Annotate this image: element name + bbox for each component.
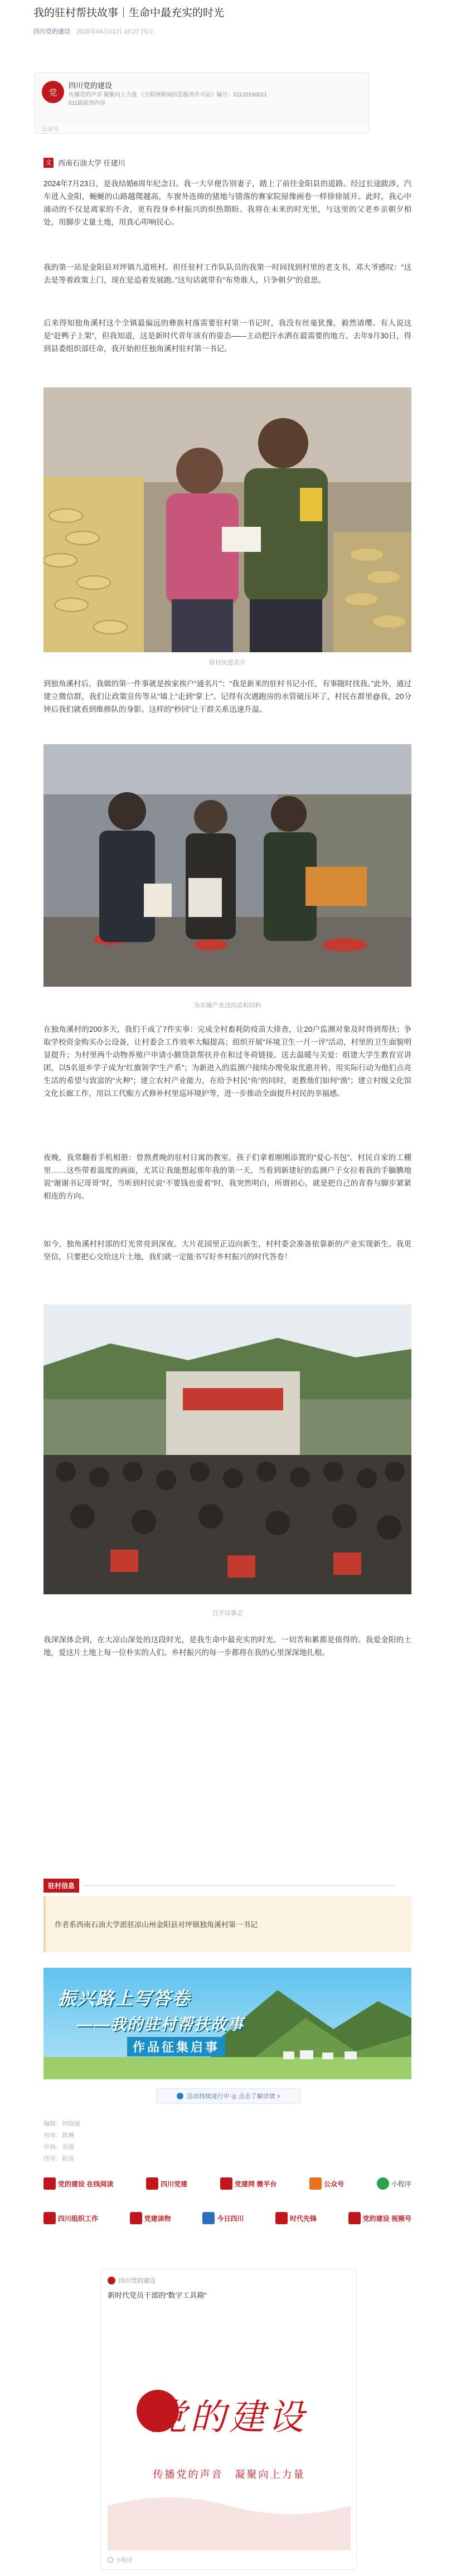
credit-review: 审核：邓强 [43,2144,74,2151]
platform-logo[interactable]: 小程序 [377,2177,411,2190]
platform-logos-row-2 [43,2209,411,2228]
account-card[interactable] [35,72,369,134]
brand-icon [43,2177,56,2190]
mini-card-image [108,2305,351,2550]
platform-logo[interactable]: 四川党建 [146,2177,187,2190]
brand-icon [275,2212,288,2224]
campaign-banner[interactable] [43,1968,411,2079]
paragraph-8: 我深深体会到，在大凉山深处的这段时光，是我生命中最充实的时光。一切苦和累都是值得的。我爱金阳的土地，爱这片土地上每一位朴实的人们。乡村振兴的每一步都将在我的心里深深地扎根。 [43,1636,411,1657]
mini-card-title: 新时代党员干部的“数字工具箱” [108,2291,207,2300]
banner-title: 振兴路上写答卷 [58,1988,191,2009]
paragraph-1: 2024年7月23日，是我结婚6周年纪念日。我一大早便告别妻子，踏上了前往金阳县的道路。经过长途跋涉，汽车进入金阳，蜿蜒的山路越爬越高，车窗外连绵的猪地与错落的赛家院屋像画卷一样徐徐展开。此时，我心中涌动的不仅是离家的不舍，更有投身乡村振兴的炽热期盼。我将在未来的时光里，与这里的父老乡亲朝夕相处，用脚步丈量土地，用真心叩响民心。 [43,180,411,226]
platform-logo[interactable]: 公众号 [309,2177,344,2190]
photo-donation [43,744,411,987]
author-line [43,157,125,168]
photo-caption-3: 召开议事会 [212,1610,243,1617]
brand-icon [202,2212,215,2224]
credit-first-review: 初审：陈琳 [43,2132,74,2139]
account-name: 四川党的建设 [69,81,113,90]
mini-program-card[interactable] [100,2269,357,2570]
mini-card-brand: 党的建设 [151,2397,307,2438]
paragraph-4: 到独角溪村后，我做的第一件事就是挨家挨户“通名片”：“我是新来的驻村书记小任，有事随时找我。”此外，通过建立微信群，我们让政策宣传等从“墙上”走到“掌上”。记得有次遇跑房的水管破压坏了，村民在群里@我，20分钟后我们就看到维修队的身影。这样的“秒回”让干群关系迅速升温。 [43,680,411,714]
article-meta [33,27,424,36]
account-extra: 611篇原创内容 [69,100,105,106]
platform-logo[interactable]: 时代先锋 [275,2212,317,2224]
photo-caption-1: 驻村民进名片 [209,659,246,666]
credit-editor: 编辑：何晓婕 [43,2121,80,2127]
photo-meeting [43,1304,411,1594]
account-link[interactable]: 四川党的建设 [33,28,70,35]
brand-icon [348,2212,361,2224]
mini-card-footer: 小程序 [108,2555,133,2564]
mini-card-slogan: 传播党的声音 凝聚向上力量 [153,2469,305,2480]
paragraph-7: 如今，独角溪村村部的灯光常亮到深夜。大片花园里正迈向新生，村村委会准备依靠新的产业实现新生。我更坚信，只要把心交给这片土地，我们就一定能书写好乡村振兴的时代答卷！ [43,1240,411,1261]
platform-logo[interactable]: 党建读物 [130,2212,171,2224]
author-note: 作者系西南石油大学派驻凉山州金阳县对坪镇独角溪村第一书记 [55,1920,258,1929]
credit-final-review: 终审：陈涛 [43,2156,74,2162]
brand-icon [220,2177,232,2190]
publish-date: 2025年04月01日 16:27 四川 [76,28,153,35]
account-description: 传播党的声音 凝聚向上力量 《互联网新闻信息服务许可证》编号：51120190021 611篇原创内容 [69,92,267,106]
section-tag: 驻村信息 [43,1879,79,1893]
section-rule [83,1885,395,1886]
account-logo: 党 [42,81,64,103]
author-note-box [43,1896,411,1952]
note-accent-bar [43,1896,46,1952]
brand-icon [43,2212,56,2224]
platform-logo[interactable]: 四川组织工作 [43,2212,98,2224]
activity-link[interactable] [156,2088,301,2104]
article-title: 我的驻村帮扶故事｜生命中最充实的时光 [33,7,225,19]
article-header [33,6,424,36]
platform-logo[interactable]: 党的建设 视频号 [348,2212,411,2224]
author-name: 西南石油大学 任建川 [58,159,125,167]
brand-icon [146,2177,158,2190]
credits [43,2118,80,2165]
link-icon [177,2093,183,2099]
brand-icon [309,2177,322,2190]
account-avatar-icon [108,2277,115,2284]
paragraph-2: 我的第一站是金阳县对坪镇九道班村。担任驻村工作队队员的我第一时间找到村里的老支书，邓大爷感叹：“这去是等着政策上门，现在是追着发展跑。”这句话就带有“布势谁人，只争朝夕”的意思。 [43,263,411,284]
paragraph-6: 夜晚，我常翻看手机相册：曾熬煮晚的驻村日寓的教室，孩子们拿着刚刚添置的“爱心书包”。村民自家的工棚里……这些带着温度的画面，尤其让我能想起那年我的第一天，当看到新建好的监测户子女拉着我的手腼腆地说“谢谢书记哥哥”时，当听到村民说“不要钱也爱着”时，我突然明白，所谓初心，就是把自己的青春与脚步紧紧相连的方向。 [43,1153,411,1200]
account-card-footer: 公众号 [35,121,368,133]
platform-logo[interactable]: 今日四川 [202,2212,244,2224]
section-header [43,1879,395,1893]
mini-program-icon [377,2177,389,2190]
activity-link-text: 活动持续进行中 ◎ 点击了解详情 > [186,2093,281,2100]
mini-card-header: 四川党的建设 [108,2276,156,2285]
platform-logos-row-1 [43,2174,411,2193]
banner-label: 作品征集启事 [127,2037,225,2056]
paragraph-5: 在独角溪村的200多天，我们干成了7件实事：完成全村畜耗防疫苗大排查，让20户监测对象及时得到帮扶；争取学校资金购买办公设备，让村委会工作效率大幅提高；组织开展“环境卫生一月一评”活动，村里的卫生面貌明显提升；为村里两个动物养殖户申请小额贷款帮扶并在和过冬荷链接。送去温暖与关爱：组建大学生教育宣讲团，以5名退乡学子成为“红旗领学”生产系”；为新进入的监测户接续办理免取优惠并转，用实际行动为他们点亮生活的希望与致富的“火种”；建立农村产业能力，在给予村民“鱼”的同时，更教他们如何“渔”；建立村级文化馆文化长廊工作，用以工代赈方式修补村里巡环境护等，进一步推动全面提升村民的幸福感。 [43,1025,411,1098]
platform-logo[interactable]: 党建网 微平台 [220,2177,276,2190]
mini-program-icon [108,2557,113,2563]
author-badge: 文 [43,158,54,168]
brand-icon [130,2212,142,2224]
platform-logo[interactable]: 党的建设 在线阅读 [43,2177,113,2190]
banner-subtitle: ——我的驻村帮扶故事 [77,2016,245,2033]
photo-caption-2: 为实施产业送肉苗和饲料 [193,1002,261,1009]
paragraph-3: 后来得知独角溪村这个全镇最偏远的彝族村落需要驻村第一书记时，我没有丝毫犹豫，毅然请缨。有人说这是“赶鸭子上架”，但我知道，这是新时代青年该有的姿态——主动把汗水洒在最需要的地方。去年9月30日，得到县委组织部任命，我开始担任独角溪村驻村第一书记。 [43,319,411,353]
photo-visit [43,387,411,652]
